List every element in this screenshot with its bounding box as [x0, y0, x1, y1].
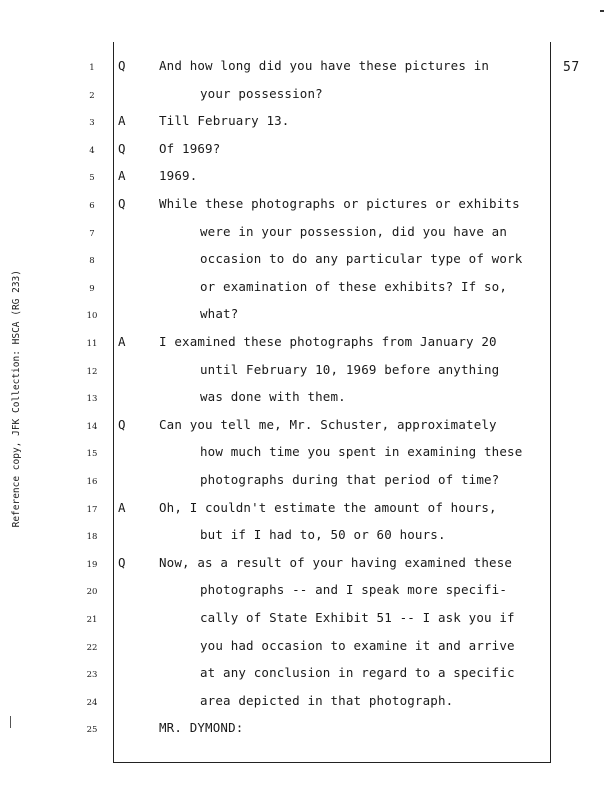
speaker-label: Q: [118, 416, 126, 432]
transcript-line: [0, 444, 612, 460]
scan-mark: [600, 10, 604, 12]
line-text: cally of State Exhibit 51 -- I ask you if: [200, 610, 515, 625]
line-number: 4: [89, 145, 95, 156]
line-text: how much time you spent in examining these: [200, 444, 523, 460]
speaker-label: A: [118, 499, 126, 515]
line-number: 16: [86, 477, 98, 487]
line-text: were in your possession, did you have an: [200, 223, 508, 239]
line-text: what?: [200, 306, 239, 322]
transcript-line: [0, 362, 612, 378]
line-number: 14: [86, 421, 98, 432]
line-text: Of 1969?: [159, 140, 221, 156]
transcript-line: [0, 334, 612, 350]
line-text: photographs -- and I speak more specifi-: [200, 582, 508, 598]
line-number: 9: [89, 283, 95, 294]
line-number: 25: [86, 725, 98, 736]
speaker-label: Q: [118, 554, 126, 570]
line-text: Till February 13.: [159, 113, 290, 129]
line-text: photographs during that period of time?: [200, 472, 500, 487]
transcript-line: [0, 86, 612, 102]
line-text: Now, as a result of your having examined these: [159, 554, 513, 570]
line-number: 5: [89, 173, 95, 184]
line-number: 20: [86, 587, 98, 598]
line-text: Can you tell me, Mr. Schuster, approximately: [159, 416, 497, 432]
line-text: occasion to do any particular type of work: [200, 251, 523, 267]
transcript-line: [0, 500, 612, 516]
line-text: or examination of these exhibits? If so,: [200, 278, 508, 294]
transcript-line: [0, 638, 612, 654]
transcript-line: [0, 720, 612, 736]
line-text: Oh, I couldn't estimate the amount of hours,: [159, 499, 497, 515]
line-number: 17: [86, 504, 98, 515]
line-text: area depicted in that photograph.: [200, 692, 454, 708]
speaker-label: A: [118, 334, 126, 349]
line-number: 12: [86, 366, 98, 377]
line-number: 22: [86, 642, 98, 653]
transcript-line: [0, 279, 612, 295]
line-number: 6: [89, 201, 95, 211]
line-number: 8: [89, 256, 95, 267]
speaker-label: A: [118, 168, 126, 184]
line-text: you had occasion to examine it and arrive: [200, 637, 515, 653]
transcript-line: [0, 58, 612, 74]
line-number: 18: [86, 532, 98, 543]
line-text: 1969.: [159, 168, 198, 184]
line-text: at any conclusion in regard to a specific: [200, 665, 515, 681]
line-text: I examined these photographs from January 20: [159, 334, 497, 349]
line-number: 21: [86, 615, 98, 625]
transcript-line: [0, 168, 612, 184]
speaker-label: Q: [118, 140, 126, 156]
transcript-line: [0, 251, 612, 267]
line-text: until February 10, 1969 before anything: [200, 361, 500, 377]
transcript-line: [0, 417, 612, 433]
line-number: 23: [86, 670, 98, 681]
line-number: 19: [86, 559, 98, 570]
transcript-line: [0, 113, 612, 129]
line-number: 2: [89, 90, 95, 101]
transcript-line: [0, 472, 612, 488]
transcript-line: [0, 582, 612, 598]
line-text: While these photographs or pictures or exhibits: [159, 196, 520, 211]
transcript-line: [0, 389, 612, 405]
line-number: 11: [86, 339, 98, 349]
line-number: 24: [86, 697, 98, 708]
transcript-line: [0, 527, 612, 543]
transcript-line: [0, 665, 612, 681]
line-number: 7: [89, 228, 95, 239]
line-number: 1: [89, 63, 95, 73]
line-text: was done with them.: [200, 389, 346, 405]
line-number: 3: [89, 118, 95, 129]
transcript-line: [0, 224, 612, 240]
line-number: 13: [86, 394, 98, 405]
transcript-line: [0, 141, 612, 157]
line-text: but if I had to, 50 or 60 hours.: [200, 527, 446, 543]
line-number: 15: [86, 449, 98, 460]
transcript-line: [0, 196, 612, 212]
speaker-label: A: [118, 113, 126, 129]
transcript-line: [0, 555, 612, 571]
line-text: And how long did you have these pictures in: [159, 58, 490, 73]
line-text: your possession?: [200, 85, 323, 101]
transcript-line: [0, 693, 612, 709]
transcript-line: [0, 610, 612, 626]
speaker-label: Q: [118, 58, 126, 73]
transcript-line: [0, 306, 612, 322]
page-number: 57: [563, 60, 580, 75]
speaker-label: Q: [118, 196, 126, 211]
line-text: MR. DYMOND:: [159, 720, 244, 736]
line-number: 10: [86, 311, 98, 322]
side-reference-text: Reference copy, JFK Collection: HSCA (RG 233): [11, 270, 22, 528]
